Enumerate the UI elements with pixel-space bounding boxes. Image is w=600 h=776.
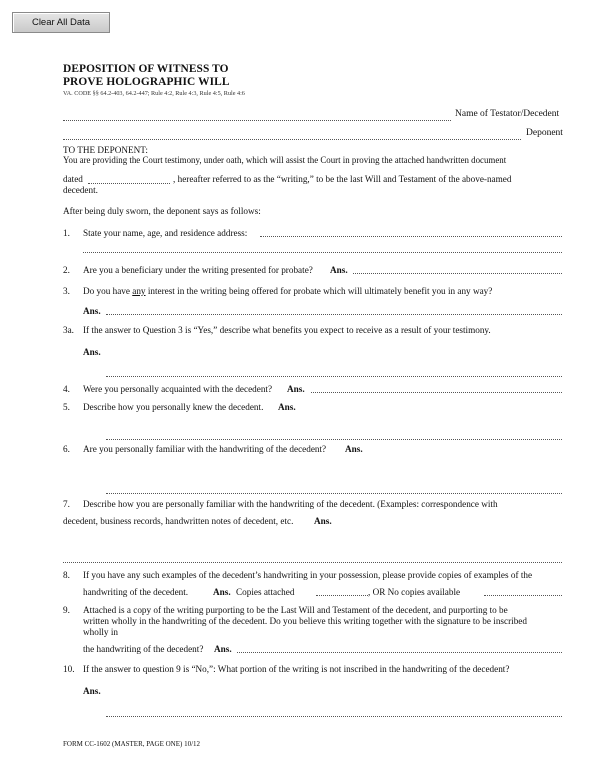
q2-number: 2. [63,265,70,275]
q8-text-line1: If you have any such examples of the decedent’s handwriting in your possession, please provide copies of examples of the [83,570,533,580]
q3-text-pre: Do you have [83,286,133,296]
q10-answer-field[interactable] [106,716,562,717]
q1-answer-field-2[interactable] [83,252,562,253]
q6-answer-field[interactable] [106,493,562,494]
q7-text-line2: decedent, business records, handwritten notes of decedent, etc. [63,516,294,526]
q3-answer-field[interactable] [106,314,562,315]
q9-text-line4: the handwriting of the decedent? [83,644,204,654]
q8-no-copies: , OR No copies available [368,587,461,597]
q9-number: 9. [63,605,70,615]
form-title-line1: DEPOSITION OF WITNESS TO [63,63,229,75]
testator-label: Name of Testator/Decedent [455,109,560,119]
intro-line1: You are providing the Court testimony, under oath, which will assist the Court in proving the attached handwritten document [63,155,507,165]
q3a-answer-field[interactable] [106,376,562,377]
q7-answer-field[interactable] [63,562,562,563]
q8-copies-attached: Copies attached [236,587,295,597]
sworn-statement: After being duly sworn, the deponent says as follows: [63,206,261,216]
q7-text-line1: Describe how you are personally familiar with the handwriting of the decedent. (Examples: correspondence with [83,499,498,509]
q3-ans-label: Ans. [83,306,101,316]
deponent-name-field[interactable] [63,139,521,140]
q8-number: 8. [63,570,70,580]
to-deponent-heading: TO THE DEPONENT: [63,145,148,155]
q3-text [83,286,492,296]
form-title [63,63,230,88]
q8-text-line2: handwriting of the decedent. [83,587,189,597]
q2-text: Are you a beneficiary under the writing presented for probate? [83,265,313,275]
q8-copies-attached-field[interactable] [316,595,368,596]
q3a-ans-label: Ans. [83,347,101,357]
q6-ans-label: Ans. [345,444,363,454]
q6-number: 6. [63,444,70,454]
form-footer: FORM CC-1602 (MASTER, PAGE ONE) 10/12 [63,740,201,748]
q5-number: 5. [63,402,70,412]
dated-field[interactable] [88,183,170,184]
q1-answer-field[interactable] [260,236,562,237]
q8-ans-label: Ans. [213,587,231,597]
q9-text-line3: wholly in [83,627,118,637]
q2-ans-label: Ans. [330,265,348,275]
q1-text: State your name, age, and residence address: [83,228,248,238]
q3a-number: 3a. [63,325,74,335]
q7-ans-label: Ans. [314,516,332,526]
q3-number: 3. [63,286,70,296]
testator-name-field[interactable] [63,120,451,121]
q4-number: 4. [63,384,70,394]
q3a-text: If the answer to Question 3 is “Yes,” describe what benefits you expect to receive as a result of your testimony. [83,325,491,335]
q10-number: 10. [63,664,75,674]
q3-text-any: any [132,286,146,296]
clear-all-data-button[interactable]: Clear All Data [12,12,110,33]
q4-text: Were you personally acquainted with the decedent? [83,384,273,394]
form-title-line2: PROVE HOLOGRAPHIC WILL [63,75,230,88]
q9-text-line2: written wholly in the handwriting of the decedent. Do you believe this writing together with the signature to be inscribed [83,616,527,626]
q5-answer-field[interactable] [106,439,562,440]
q10-text: If the answer to question 9 is “No,”: What portion of the writing is not inscribed in the handwriting of the decedent? [83,664,510,674]
q8-no-copies-field[interactable] [484,595,562,596]
statute-reference: VA. CODE §§ 64.2-403, 64.2-447; Rule 4:2, Rule 4:3, Rule 4:5, Rule 4:6 [63,90,245,97]
q3-text-post: interest in the writing being offered for probate which will ultimately benefit you in any way? [145,286,493,296]
q9-ans-label: Ans. [214,644,232,654]
q1-number: 1. [63,228,70,238]
q4-ans-label: Ans. [287,384,305,394]
q2-answer-field[interactable] [353,273,562,274]
q5-text: Describe how you personally knew the decedent. [83,402,264,412]
q4-answer-field[interactable] [311,392,562,393]
q6-text: Are you personally familiar with the handwriting of the decedent? [83,444,327,454]
q9-text-line1: Attached is a copy of the writing purporting to be the Last Will and Testament of the decedent, and purporting to be [83,605,508,615]
deponent-label: Deponent [526,128,563,138]
q5-ans-label: Ans. [278,402,296,412]
q10-ans-label: Ans. [83,686,101,696]
intro-line3: decedent. [63,185,98,195]
q7-number: 7. [63,499,70,509]
dated-label: dated [63,174,83,184]
q9-answer-field[interactable] [237,652,562,653]
intro-line2: , hereafter referred to as the “writing,” to be the last Will and Testament of the above-named [173,174,512,184]
